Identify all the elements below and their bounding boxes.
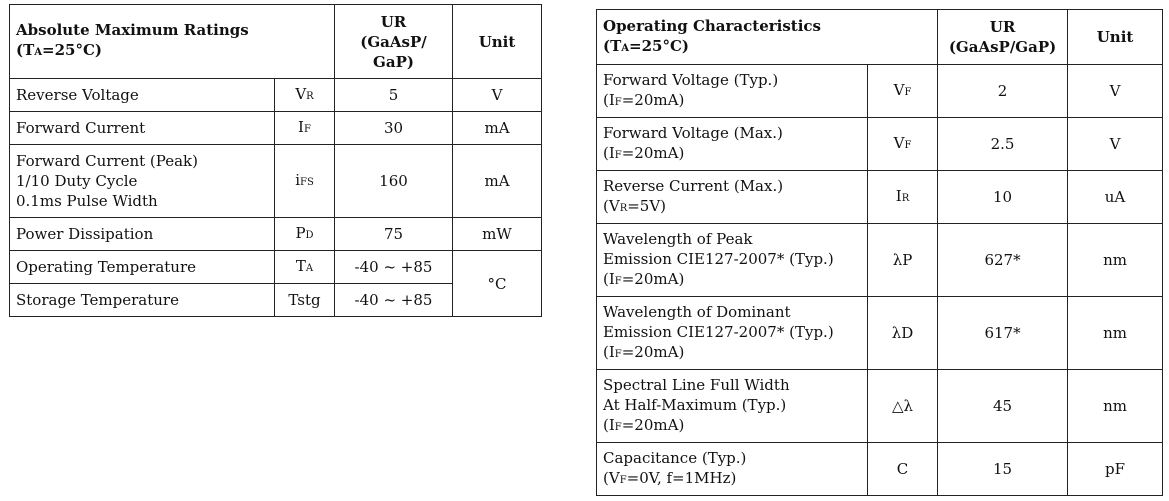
value-cell: 75	[335, 218, 453, 251]
symbol-cell: △λ	[868, 370, 938, 443]
symbol-cell: VF	[868, 118, 938, 171]
param-cell: Operating Temperature	[10, 251, 275, 284]
symbol-cell: IR	[868, 171, 938, 224]
value-cell: 2	[938, 65, 1068, 118]
param-cell: Capacitance (Typ.) (VF=0V, f=1MHz)	[597, 443, 868, 496]
table-row	[597, 297, 1163, 370]
symbol-cell: λP	[868, 224, 938, 297]
param-cell: Reverse Voltage	[10, 79, 275, 112]
table-header-row	[597, 10, 1163, 65]
unit-cell: V	[1068, 118, 1163, 171]
amr-condition: (TA=25°C)	[16, 41, 103, 59]
oc-condition: (TA=25°C)	[603, 36, 690, 55]
unit-cell: nm	[1068, 370, 1163, 443]
unit-cell: °C	[453, 251, 542, 317]
symbol-cell: C	[868, 443, 938, 496]
amr-title-cell	[10, 5, 335, 79]
value-cell: 10	[938, 171, 1068, 224]
oc-ur-header: UR (GaAsP/GaP)	[938, 10, 1068, 65]
param-cell: Spectral Line Full Width At Half-Maximum (Typ.) (IF=20mA)	[597, 370, 868, 443]
value-cell: -40 ~ +85	[335, 284, 453, 317]
table-row	[10, 79, 542, 112]
unit-cell: V	[1068, 65, 1163, 118]
param-cell: Forward Voltage (Typ.) (IF=20mA)	[597, 65, 868, 118]
table-row	[597, 370, 1163, 443]
symbol-cell: PD	[275, 218, 335, 251]
value-cell: 5	[335, 79, 453, 112]
symbol-cell: Tstg	[275, 284, 335, 317]
symbol-cell: iFS	[275, 145, 335, 218]
unit-cell: nm	[1068, 297, 1163, 370]
operating-characteristics-table	[596, 9, 1163, 496]
param-cell: Forward Current	[10, 112, 275, 145]
value-cell: 2.5	[938, 118, 1068, 171]
oc-title: Operating Characteristics	[603, 16, 822, 35]
unit-cell: V	[453, 79, 542, 112]
symbol-cell: TA	[275, 251, 335, 284]
table-row	[597, 224, 1163, 297]
table-row	[10, 145, 542, 218]
value-cell: 617*	[938, 297, 1068, 370]
oc-title-cell	[597, 10, 938, 65]
unit-cell: nm	[1068, 224, 1163, 297]
oc-unit-header: Unit	[1068, 10, 1163, 65]
unit-cell: mA	[453, 145, 542, 218]
value-cell: -40 ~ +85	[335, 251, 453, 284]
table-row	[597, 443, 1163, 496]
table-row	[10, 251, 542, 284]
param-cell: Power Dissipation	[10, 218, 275, 251]
table-row	[10, 218, 542, 251]
param-cell: Forward Current (Peak) 1/10 Duty Cycle 0.1ms Pulse Width	[10, 145, 275, 218]
unit-cell: mW	[453, 218, 542, 251]
table-row	[597, 65, 1163, 118]
param-cell: Reverse Current (Max.) (VR=5V)	[597, 171, 868, 224]
table-row	[597, 118, 1163, 171]
value-cell: 160	[335, 145, 453, 218]
unit-cell: uA	[1068, 171, 1163, 224]
value-cell: 30	[335, 112, 453, 145]
symbol-cell: IF	[275, 112, 335, 145]
param-cell: Forward Voltage (Max.) (IF=20mA)	[597, 118, 868, 171]
value-cell: 627*	[938, 224, 1068, 297]
param-cell: Wavelength of Peak Emission CIE127-2007* (Typ.) (IF=20mA)	[597, 224, 868, 297]
amr-ur-header: UR (GaAsP/ GaP)	[335, 5, 453, 79]
amr-unit-header: Unit	[453, 5, 542, 79]
value-cell: 45	[938, 370, 1068, 443]
amr-title: Absolute Maximum Ratings	[16, 21, 249, 39]
param-cell: Storage Temperature	[10, 284, 275, 317]
table-row	[597, 171, 1163, 224]
table-row	[10, 112, 542, 145]
value-cell: 15	[938, 443, 1068, 496]
symbol-cell: VR	[275, 79, 335, 112]
table-header-row	[10, 5, 542, 79]
symbol-cell: λD	[868, 297, 938, 370]
absolute-maximum-ratings-table	[9, 4, 542, 317]
symbol-cell: VF	[868, 65, 938, 118]
param-cell: Wavelength of Dominant Emission CIE127-2007* (Typ.) (IF=20mA)	[597, 297, 868, 370]
unit-cell: pF	[1068, 443, 1163, 496]
unit-cell: mA	[453, 112, 542, 145]
